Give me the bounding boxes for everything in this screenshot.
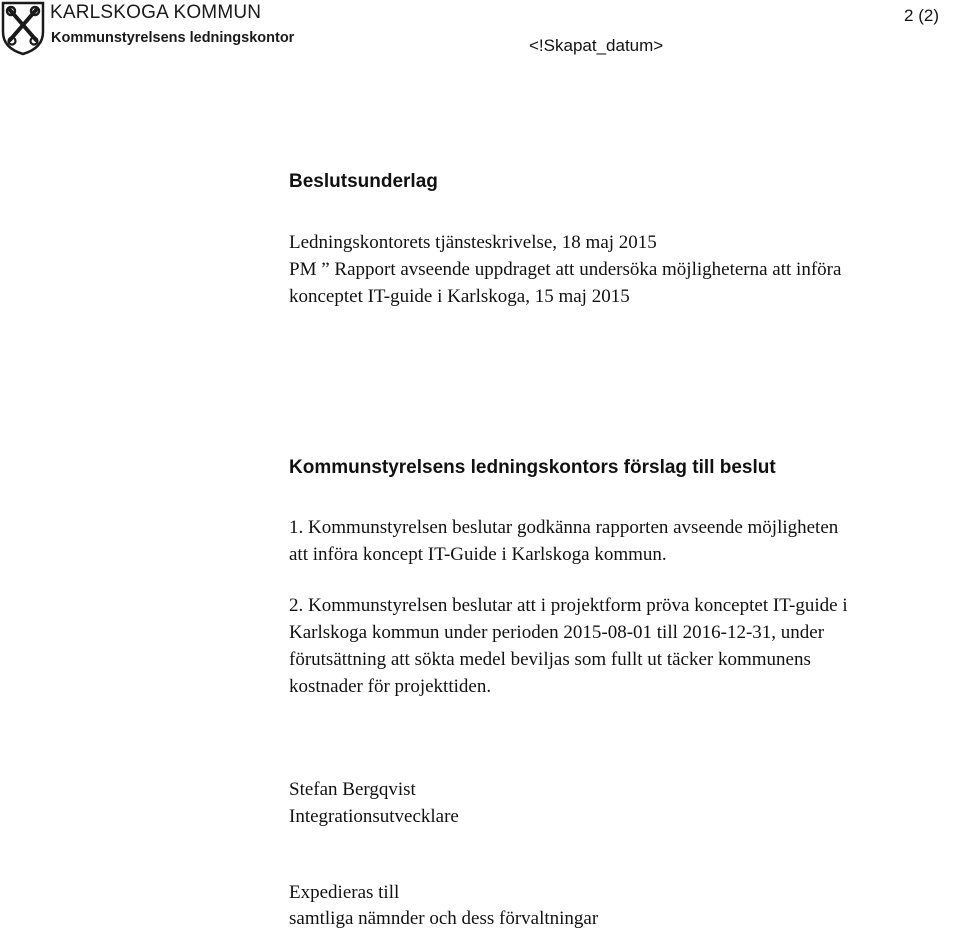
proposal-item-1-line: 1. Kommunstyrelsen beslutar godkänna rapporten avseende möjligheten bbox=[289, 517, 839, 538]
basis-heading: Beslutsunderlag bbox=[289, 171, 438, 192]
department-name: Kommunstyrelsens ledningskontor bbox=[51, 30, 295, 46]
distribution-recipients: samtliga nämnder och dess förvaltningar bbox=[289, 908, 599, 929]
signatory-title: Integrationsutvecklare bbox=[289, 806, 459, 827]
proposal-item-2-line: Karlskoga kommun under perioden 2015-08-01 till 2016-12-31, under bbox=[289, 622, 825, 643]
distribution-label: Expedieras till bbox=[289, 882, 400, 903]
municipality-logo bbox=[0, 0, 295, 56]
coat-of-arms-icon bbox=[0, 0, 46, 56]
proposal-heading: Kommunstyrelsens ledningskontors förslag till beslut bbox=[289, 457, 776, 478]
org-name: KARLSKOGA KOMMUN bbox=[50, 2, 262, 23]
proposal-item-2-line: 2. Kommunstyrelsen beslutar att i projektform pröva konceptet IT-guide i bbox=[289, 595, 848, 616]
page-number: 2 (2) bbox=[904, 6, 939, 25]
proposal-item-2-line: förutsättning att sökta medel beviljas som fullt ut täcker kommunens bbox=[289, 649, 811, 670]
created-date-field: <!Skapat_datum> bbox=[529, 36, 664, 55]
signatory-name: Stefan Bergqvist bbox=[289, 779, 416, 800]
basis-line: konceptet IT-guide i Karlskoga, 15 maj 2015 bbox=[289, 286, 630, 307]
proposal-item-1-line: att införa koncept IT-Guide i Karlskoga kommun. bbox=[289, 544, 667, 565]
proposal-item-2-line: kostnader för projekttiden. bbox=[289, 676, 492, 697]
basis-line: PM ” Rapport avseende uppdraget att undersöka möjligheterna att införa bbox=[289, 259, 842, 280]
basis-line: Ledningskontorets tjänsteskrivelse, 18 maj 2015 bbox=[289, 232, 657, 253]
